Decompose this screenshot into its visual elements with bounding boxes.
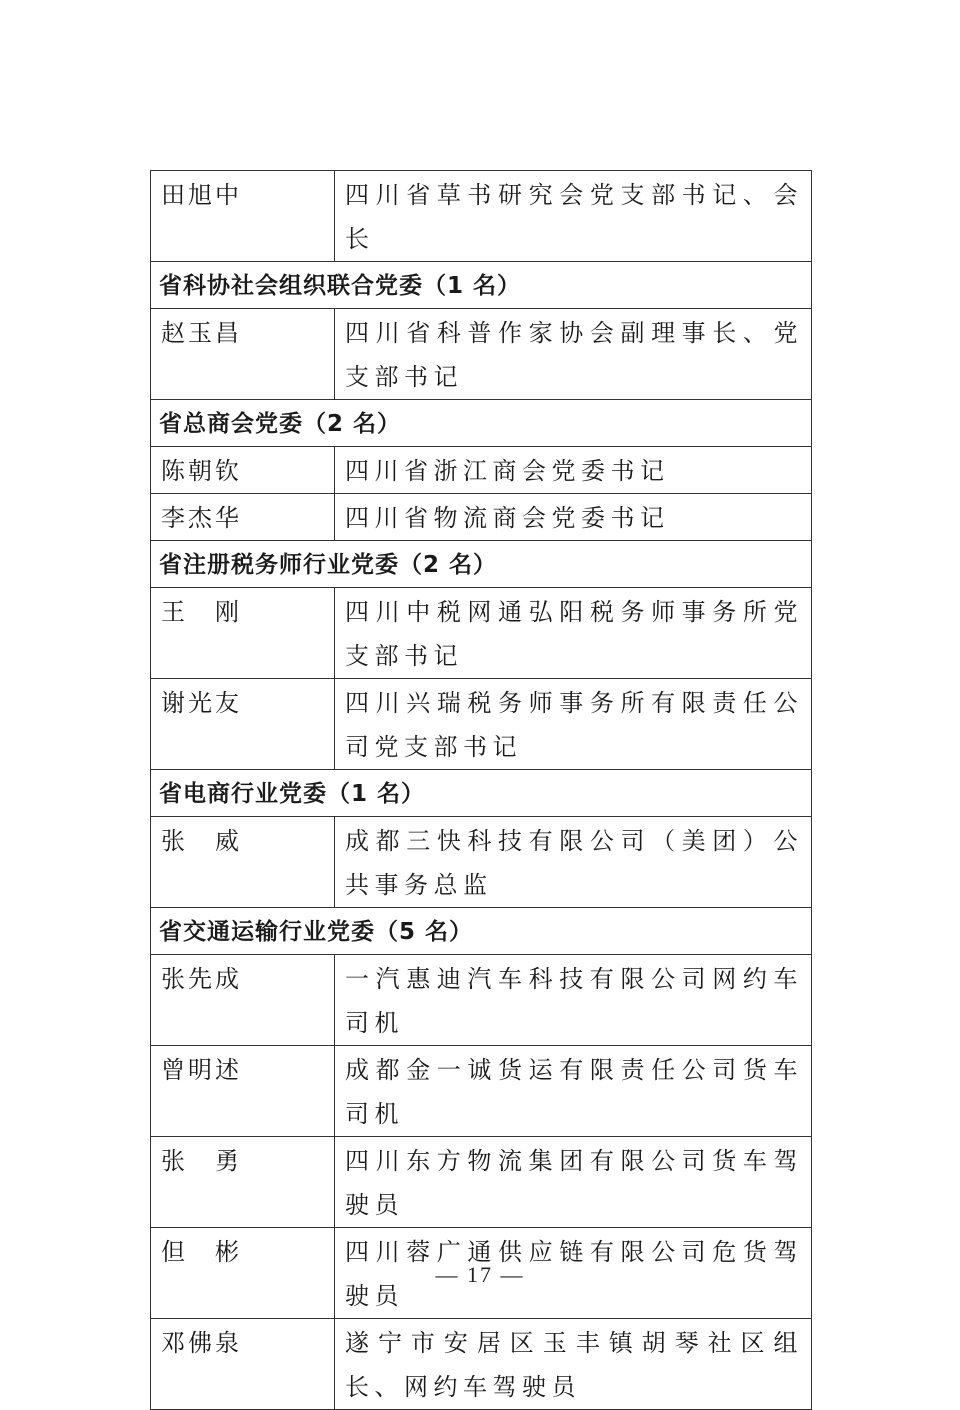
person-name: 谢光友 — [151, 679, 335, 770]
table-row — [151, 1137, 812, 1228]
person-name: 但 彬 — [151, 1228, 335, 1319]
person-name: 赵玉昌 — [151, 309, 335, 400]
person-title: 遂宁市安居区玉丰镇胡琴社区组长、网约车驾驶员 — [335, 1319, 812, 1410]
table-row — [151, 1046, 812, 1137]
person-name: 曾明述 — [151, 1046, 335, 1137]
person-title: 成都三快科技有限公司（美团）公共事务总监 — [335, 817, 812, 908]
person-title: 四川蓉广通供应链有限公司危货驾驶员 — [335, 1228, 812, 1319]
roster-table-body — [151, 171, 812, 1410]
section-title: 省电商行业党委（1 名） — [151, 770, 812, 817]
table-row — [151, 494, 812, 541]
person-name: 张先成 — [151, 955, 335, 1046]
person-name: 王 刚 — [151, 588, 335, 679]
section-header-row — [151, 262, 812, 309]
section-title: 省注册税务师行业党委（2 名） — [151, 541, 812, 588]
section-title: 省科协社会组织联合党委（1 名） — [151, 262, 812, 309]
table-row — [151, 309, 812, 400]
person-name: 陈朝钦 — [151, 447, 335, 494]
person-title: 四川省浙江商会党委书记 — [335, 447, 812, 494]
table-row — [151, 447, 812, 494]
person-title: 四川中税网通弘阳税务师事务所党支部书记 — [335, 588, 812, 679]
person-title: 四川省科普作家协会副理事长、党支部书记 — [335, 309, 812, 400]
roster-table — [150, 170, 812, 1410]
table-row — [151, 171, 812, 262]
page-number: — 17 — — [435, 1262, 525, 1287]
person-title: 四川省草书研究会党支部书记、会长 — [335, 171, 812, 262]
person-name: 张 勇 — [151, 1137, 335, 1228]
section-header-row — [151, 400, 812, 447]
table-row — [151, 955, 812, 1046]
person-title: 一汽惠迪汽车科技有限公司网约车司机 — [335, 955, 812, 1046]
person-name: 张 威 — [151, 817, 335, 908]
person-title: 四川兴瑞税务师事务所有限责任公司党支部书记 — [335, 679, 812, 770]
section-title: 省总商会党委（2 名） — [151, 400, 812, 447]
person-name: 田旭中 — [151, 171, 335, 262]
section-header-row — [151, 541, 812, 588]
section-header-row — [151, 770, 812, 817]
person-title: 四川省物流商会党委书记 — [335, 494, 812, 541]
section-header-row — [151, 908, 812, 955]
person-name: 李杰华 — [151, 494, 335, 541]
person-name: 邓佛泉 — [151, 1319, 335, 1410]
person-title: 成都金一诚货运有限责任公司货车司机 — [335, 1046, 812, 1137]
table-row — [151, 817, 812, 908]
table-row — [151, 1319, 812, 1410]
section-title: 省交通运输行业党委（5 名） — [151, 908, 812, 955]
table-row — [151, 588, 812, 679]
table-row — [151, 679, 812, 770]
person-title: 四川东方物流集团有限公司货车驾驶员 — [335, 1137, 812, 1228]
